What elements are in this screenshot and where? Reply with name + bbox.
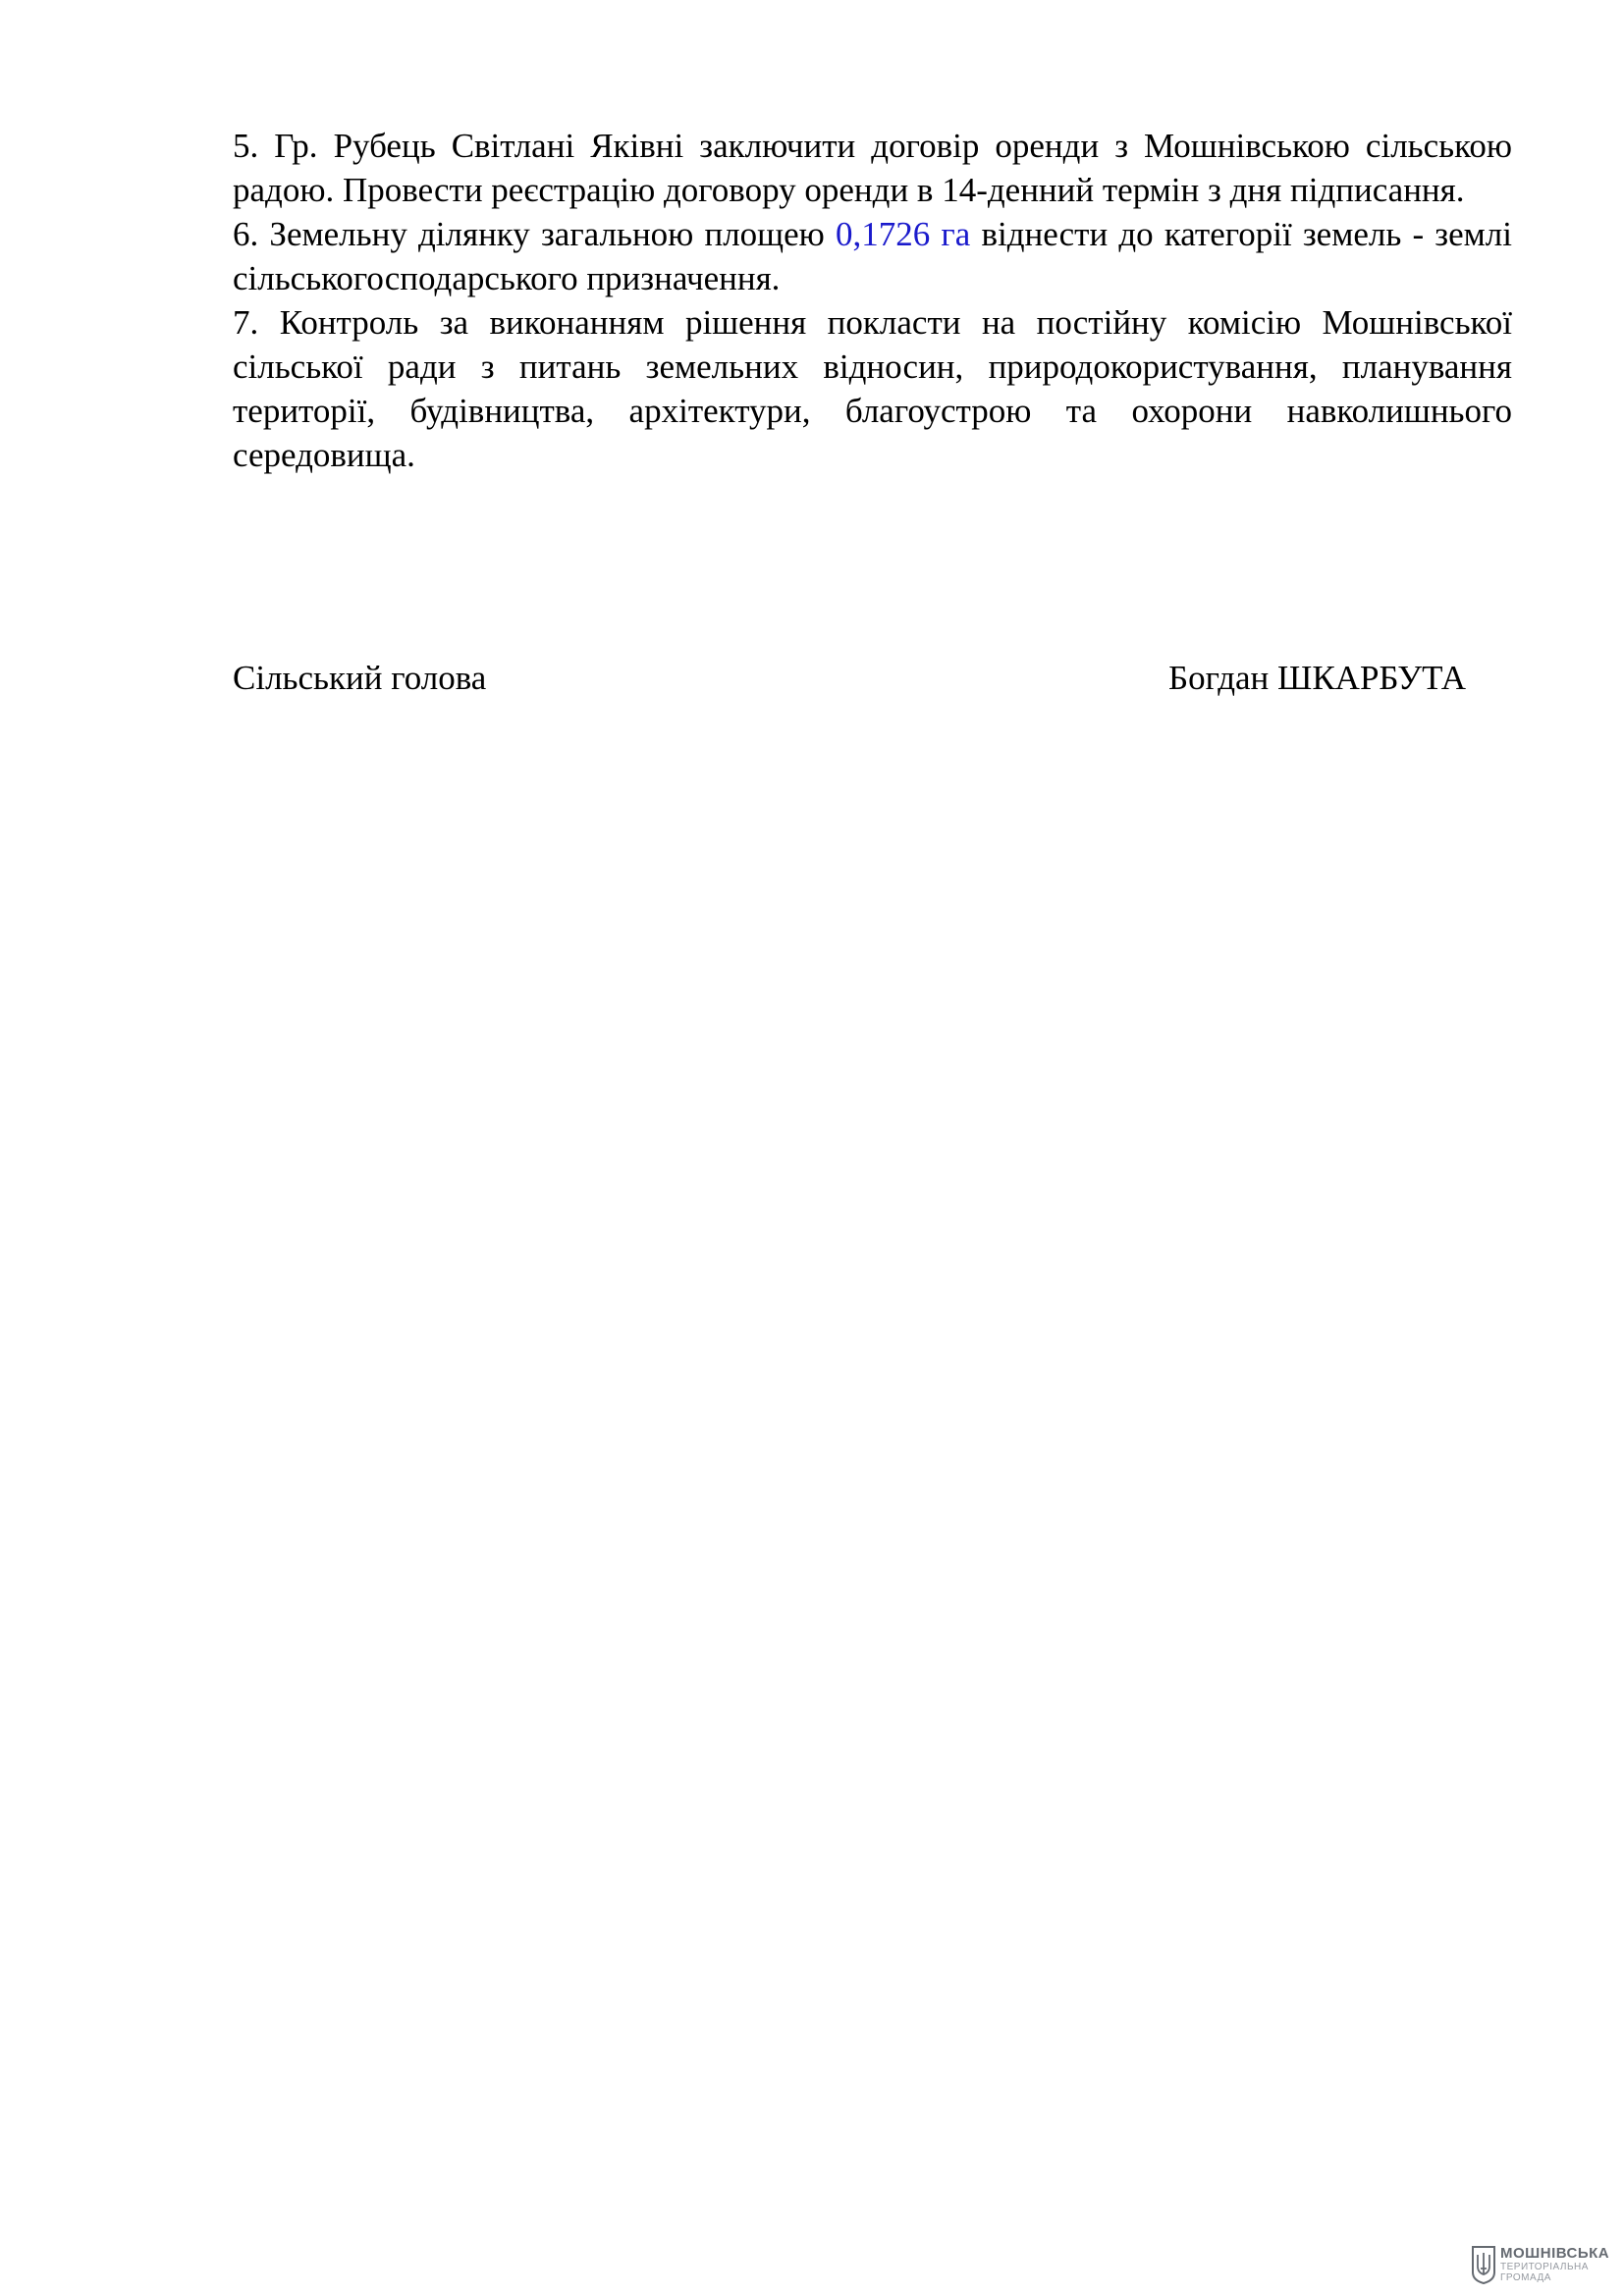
paragraph-6-after: віднести до категорії земель - землі сільськогосподарського призначення. <box>233 215 1512 297</box>
watermark-subtitle-2: ГРОМАДА <box>1500 2272 1551 2283</box>
watermark-title: МОШНІВСЬКА <box>1500 2245 1610 2262</box>
paragraph-6 <box>233 212 1512 300</box>
signature-title: Сільський голова <box>233 659 487 697</box>
watermark-subtitle-1: ТЕРИТОРІАЛЬНА <box>1500 2262 1589 2272</box>
trident-emblem-icon <box>1471 2245 1496 2284</box>
signature-name: Богдан ШКАРБУТА <box>1168 659 1466 697</box>
community-watermark <box>1471 2243 1609 2286</box>
paragraph-5: 5. Гр. Рубець Світлані Яківні заключити договір оренди з Мошнівською сільською радою. Провести реєстрацію договору оренди в 14-денний термін з дня підписання. <box>233 127 1512 209</box>
document-body <box>233 124 1512 477</box>
area-value: 0,1726 га <box>835 215 971 253</box>
watermark-text <box>1500 2246 1609 2283</box>
paragraph-6-before: 6. Земельну ділянку загальною площею <box>233 215 836 253</box>
paragraph-7: 7. Контроль за виконанням рішення покласти на постійну комісію Мошнівської сільської ради з питань земельних відносин, природокористування, планування території, будівництва, архітектури, благоустрою та охорони навколишнього середовища. <box>233 303 1512 474</box>
